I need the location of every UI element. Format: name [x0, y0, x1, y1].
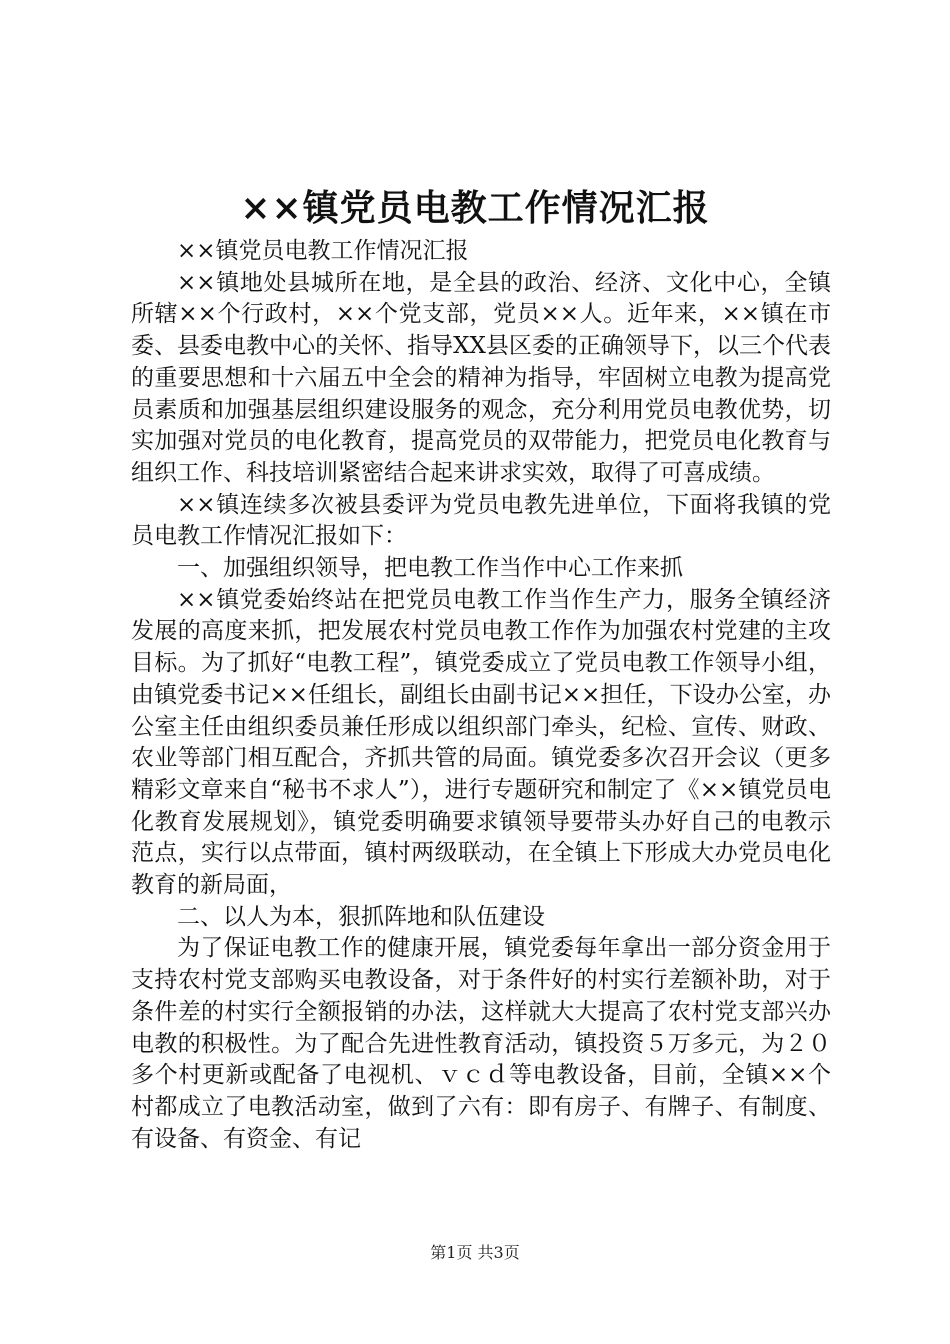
page-number-footer: 第1页 共3页: [430, 1243, 520, 1262]
body-paragraph-heading-repeat: ××镇党员电教工作情况汇报: [177, 238, 469, 264]
body-paragraph-section-1: ××镇党委始终站在把党员电教工作当作生产力，服务全镇经济发展的高度来抓，把发展农村党员电教工作作为加强农村党建的主攻目标。为了抓好“电教工程”，镇党委成立了党员电教工作领导小组，由镇党委书记××任组长，副组长由副书记××担任，下设办公室，办公室主任由组织委员兼任形成以组织部门牵头，纪检、宣传、财政、农业等部门相互配合，齐抓共管的局面。镇党委多次召开会议（更多精彩文章来自“秘书不求人”），进行专题研究和制定了《××镇党员电化教育发展规划》，镇党委明确要求镇领导要带头办好自己的电教示范点，实行以点带面，镇村两级联动，在全镇上下形成大办党员电化教育的新局面，: [131, 586, 831, 899]
section-heading-1: 一、加强组织领导，把电教工作当作中心工作来抓: [177, 555, 683, 582]
body-paragraph-intro: ××镇地处县城所在地，是全县的政治、经济、文化中心，全镇所辖××个行政村，××个党支部，党员××人。近年来，××镇在市委、县委电教中心的关怀、指导XX县区委的正确领导下，以三个代表的重要思想和十六届五中全会的精神为指导，牢固树立电教为提高党员素质和加强基层组织建设服务的观念，充分利用党员电教优势，切实加强对党员的电化教育，提高党员的双带能力，把党员电化教育与组织工作、科技培训紧密结合起来讲求实效，取得了可喜成绩。: [131, 269, 831, 486]
section-heading-2: 二、以人为本，狠抓阵地和队伍建设: [177, 903, 545, 930]
document-title: ××镇党员电教工作情况汇报: [240, 187, 710, 229]
body-paragraph-section-2: 为了保证电教工作的健康开展，镇党委每年拿出一部分资金用于支持农村党支部购买电教设备，对于条件好的村实行差额补助，对于条件差的村实行全额报销的办法，这样就大大提高了农村党支部兴办电教的积极性。为了配合先进性教育活动，镇投资５万多元，为２０多个村更新或配备了电视机、ｖｃｄ等电教设备，目前，全镇××个村都成立了电教活动室，做到了六有：即有房子、有牌子、有制度、有设备、有资金、有记: [131, 935, 831, 1152]
document-body: [131, 236, 831, 1155]
body-paragraph-summary: ××镇连续多次被县委评为党员电教先进单位，下面将我镇的党员电教工作情况汇报如下：: [131, 491, 831, 550]
